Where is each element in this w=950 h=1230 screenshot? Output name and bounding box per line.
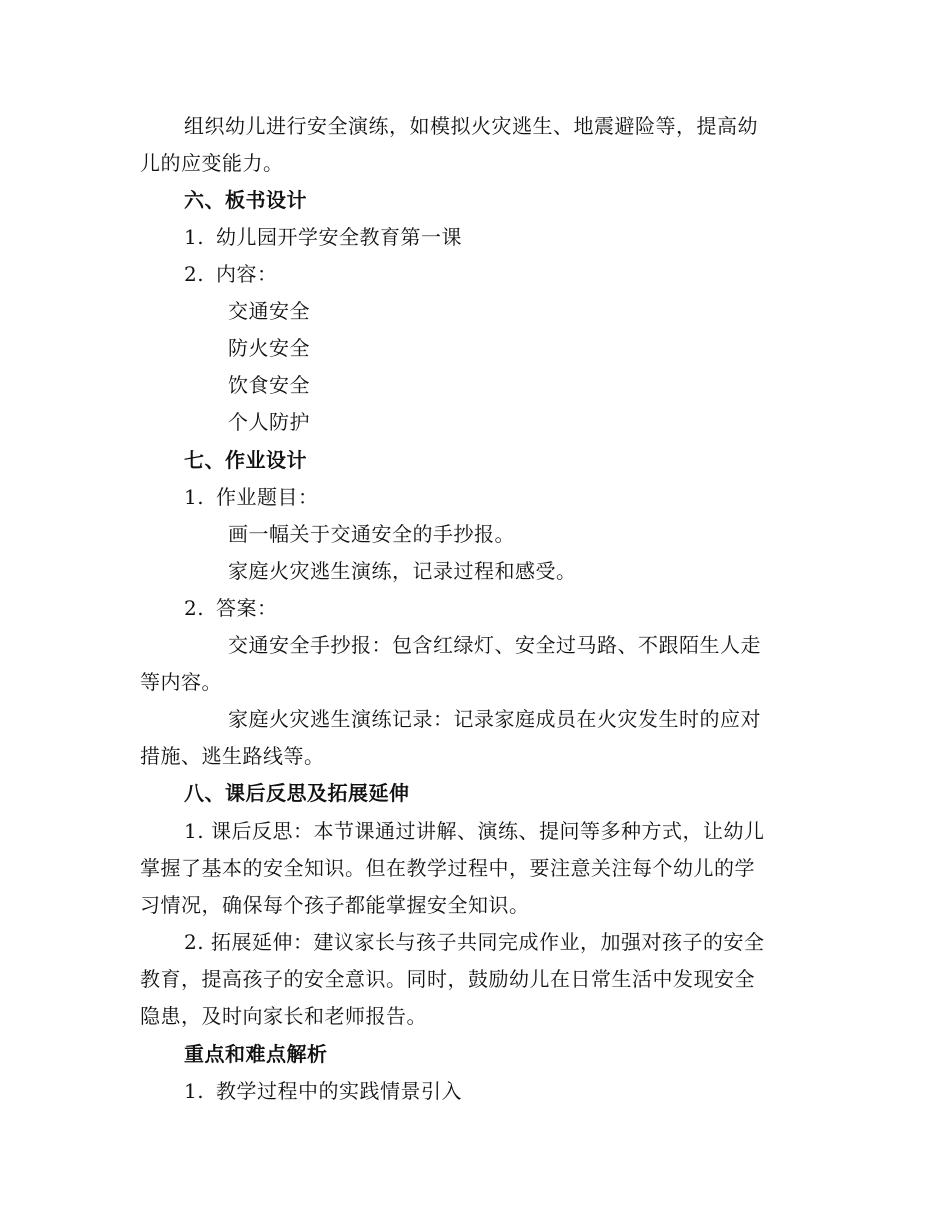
list-item xyxy=(184,484,319,510)
section-heading-board-design: 六、板书设计 xyxy=(184,188,307,212)
list-item-text: 幼儿园开学安全教育第一课 xyxy=(216,225,462,249)
answer-1-line-1: 交通安全手抄报：包含红绿灯、安全过马路、不跟陌生人走 xyxy=(228,633,761,657)
section-heading-homework: 七、作业设计 xyxy=(184,448,307,472)
reflection-line-2: 掌握了基本的安全知识。但在教学过程中，要注意关注每个幼儿的学 xyxy=(140,856,755,880)
intro-line-1: 组织幼儿进行安全演练，如模拟火灾逃生、地震避险等，提高幼 xyxy=(184,114,758,138)
list-item xyxy=(184,595,278,621)
list-item-text: 教学过程中的实践情景引入 xyxy=(216,1079,462,1103)
list-item-text: 作业题目： xyxy=(216,485,319,509)
content-item-personal: 个人防护 xyxy=(228,410,310,434)
reflection-line-3: 习情况，确保每个孩子都能掌握安全知识。 xyxy=(140,893,530,917)
list-number: 1. xyxy=(184,225,205,249)
answer-2-line-2: 措施、逃生路线等。 xyxy=(140,744,325,768)
list-number: 1. xyxy=(184,485,205,509)
list-number: 1. xyxy=(184,1079,205,1103)
list-item xyxy=(184,1078,462,1104)
content-item-traffic: 交通安全 xyxy=(228,299,310,323)
list-number: 2. xyxy=(184,262,205,286)
answer-1-line-2: 等内容。 xyxy=(140,670,222,694)
content-item-food: 饮食安全 xyxy=(228,373,310,397)
list-item-text: 内容： xyxy=(216,262,278,286)
homework-task-2: 家庭火灾逃生演练，记录过程和感受。 xyxy=(228,559,577,583)
answer-2-line-1: 家庭火灾逃生演练记录：记录家庭成员在火灾发生时的应对 xyxy=(228,707,761,731)
list-item xyxy=(184,261,278,287)
extension-line-3: 隐患，及时向家长和老师报告。 xyxy=(140,1004,427,1028)
list-item-text: 答案： xyxy=(216,596,278,620)
list-item xyxy=(184,224,462,250)
section-heading-keypoints: 重点和难点解析 xyxy=(184,1042,328,1066)
homework-task-1: 画一幅关于交通安全的手抄报。 xyxy=(228,522,515,546)
extension-line-2: 教育，提高孩子的安全意识。同时，鼓励幼儿在日常生活中发现安全 xyxy=(140,967,755,991)
content-item-fire: 防火安全 xyxy=(228,336,310,360)
section-heading-reflection: 八、课后反思及拓展延伸 xyxy=(184,781,410,805)
intro-line-2: 儿的应变能力。 xyxy=(140,151,284,175)
list-number: 2. xyxy=(184,596,205,620)
extension-line-1: 2. 拓展延伸：建议家长与孩子共同完成作业，加强对孩子的安全 xyxy=(184,930,765,954)
reflection-line-1: 1. 课后反思：本节课通过讲解、演练、提问等多种方式，让幼儿 xyxy=(184,819,765,843)
